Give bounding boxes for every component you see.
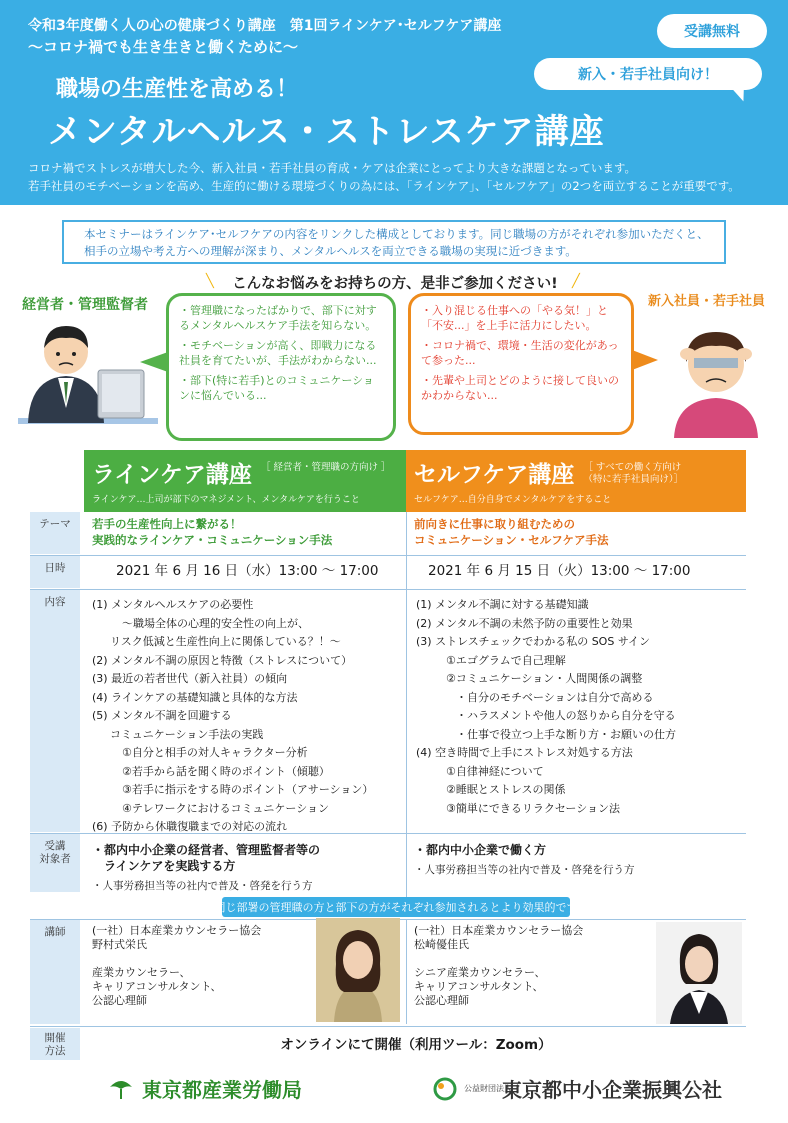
content-item: (1) メンタルヘルスケアの必要性 [92,598,254,611]
linecare-description: ラインケア…上司が部下のマネジメント、メンタルケアを行うこと [92,495,360,505]
content-item: ③簡単にできるリラクセーション法 [446,801,620,815]
newhire-worry-1: ・入り混じる仕事への「やる気！」と「不安...」を上手に活力にしたい。 [421,304,608,332]
linecare-audience [92,842,404,894]
content-item: ①自律神経について [446,764,544,778]
selfcare-theme-line-1: 前向きに仕事に取り組むための [414,517,575,531]
bubble-tail-left [140,352,168,372]
worried-manager-illustration [18,308,158,438]
linecare-audience-main-1: ・都内中小企業の経営者、管理監督者等の [92,843,321,857]
content-item: ①自分と相手の対人キャラクター分析 [122,746,308,759]
tokyo-labor-bureau-name: 東京都産業労働局 [142,1078,302,1102]
row-label-audience [30,834,80,892]
content-item: ②若手から話を聞く時のポイント（傾聴） [122,764,330,778]
selfcare-audience-tag [583,462,683,486]
sme-center-corp-type: 公益財団法人 [464,1084,512,1093]
content-item: (2) メンタル不調の原因と特徴（ストレスについて） [92,653,353,667]
selfcare-audience-sub: ・人事労務担当等の社内で普及・啓発を行う方 [414,864,635,876]
newhire-worry-3: ・先輩や上司とどのように接して良いのかわからない... [421,374,619,402]
newhire-role-label: 新入社員・若手社員 [648,294,766,309]
content-item: ②コミュニケーション・人間関係の調整 [446,672,643,685]
selfcare-instructor-name: 松崎優佳氏 [414,938,469,951]
linecare-course-header [84,450,406,512]
content-item: (3) ストレスチェックでわかる私の SOS サイン [416,635,651,648]
manager-role-label: 経営者・管理監督者 [22,297,148,313]
content-item: (5) メンタル不調を回避する [92,709,232,722]
effect-banner: 同じ部署の管理職の方と部下の方がそれぞれ参加されるとより効果的です [222,897,570,917]
accent-mark-right: ╱ [572,274,580,289]
row-divider [30,1026,746,1027]
sme-center-name: 東京都中小企業振興公社 [502,1078,722,1102]
column-divider [406,512,407,917]
event-tagline: 〜コロナ禍でも生き生きと働くために〜 [28,38,299,56]
linecare-audience-main-2: ラインケアを実践する方 [92,859,236,873]
content-item: (6) 予防から休職復職までの対応の流れ [92,820,288,833]
ginkgo-icon [108,1077,134,1101]
content-item: (1) メンタル不調に対する基礎知識 [416,598,589,611]
seminar-note [62,220,726,264]
content-item: (3) 最近の若者世代（新入社員）の傾向 [92,672,288,685]
header-banner [0,0,788,205]
manager-worry-3: ・部下(特に若手)とのコミュニケーションに悩んでいる... [179,374,374,402]
selfcare-contents [416,596,746,818]
seminar-note-line-1: 本セミナーはラインケア･セルフケアの内容をリンクした構成としております。同じ職場の方がそれぞれ参加いただくと、 [84,227,709,241]
intro-text-1: コロナ禍でストレスが増大した今、新入社員・若手社員の育成・ケアは企業にとってより大きな課題となっています。 [28,161,636,175]
content-item: コミュニケーション手法の実践 [110,727,264,741]
content-item: ②睡眠とストレスの関係 [446,783,566,796]
page-title: メンタルヘルス・ストレスケア講座 [48,112,605,152]
selfcare-instructor-photo [656,922,742,1024]
selfcare-instructor [414,924,583,1008]
page-subtitle: 職場の生産性を高める！ [56,77,299,102]
selfcare-audience [414,842,744,878]
content-item: 〜職場全体の心理的安全性の向上が、 [122,616,309,630]
selfcare-instructor-title-1: シニア産業カウンセラー、 [414,966,546,979]
linecare-audience-sub: ・人事労務担当等の社内で普及・啓発を行う方 [92,880,313,892]
linecare-instructor-photo [316,918,400,1022]
row-label-instructor: 講師 [30,920,80,1024]
intro-text-2: 若手社員のモチベーションを高め、生産的に働ける環境づくりの為には、「ラインケア」、「セルフケア」の2つを両立することが重要です。 [28,179,740,193]
manager-worry-1: ・管理職になったばかりで、部下に対するメンタルヘルスケア手法を知らない。 [179,304,377,332]
selfcare-tag-line-2: （特に若手社員向け）］ [583,474,684,485]
linecare-instructor [92,924,261,1008]
selfcare-theme-line-2: コミュニケーション・セルフケア手法 [414,533,609,547]
seminar-note-line-2: 相手の立場や考え方への理解が深まり、メンタルヘルスを両立できる職場の実現に近づきます。 [84,244,577,258]
row-label-format-2: 方法 [44,1045,66,1057]
event-format: オンラインにて開催（利用ツール：Zoom） [280,1037,552,1053]
content-item: ・仕事で役立つ上手な断り方・お願いの仕方 [456,727,676,741]
selfcare-description: セルフケア…自分自身でメンタルケアをすること [414,495,612,505]
linecare-instructor-org: (一社）日本産業カウンセラー協会 [92,924,262,937]
linecare-theme-line-1: 若手の生産性向上に繋がる！ [92,517,242,531]
selfcare-tag-line-1: ［ すべての働く方向け [583,462,682,473]
free-badge: 受講無料 [657,14,767,48]
linecare-contents [92,596,404,837]
content-item: (4) 空き時間で上手にストレス対処する方法 [416,746,633,759]
tokyo-sme-support-center-logo [432,1074,722,1103]
row-divider [30,555,746,556]
row-divider [30,589,746,590]
manager-worry-2: ・モチベーションが高く、即戦力になる社員を育てたいが、手法がわからない... [179,339,377,367]
row-label-format-1: 開催 [44,1032,66,1044]
linecare-title: ラインケア講座 [92,462,252,488]
newhire-worries-bubble [408,293,634,435]
selfcare-audience-main: ・都内中小企業で働く方 [414,843,547,857]
content-item: (4) ラインケアの基礎知識と具体的な方法 [92,690,298,704]
selfcare-date: 2021 年 6 月 15 日（火）13:00 〜 17:00 [428,563,691,579]
linecare-date: 2021 年 6 月 16 日（水）13:00 〜 17:00 [116,563,379,579]
linecare-audience-tag: ［ 経営者・管理職の方向け ］ [260,462,391,473]
accent-mark-left: ╲ [206,274,214,289]
content-item: ③若手に指示をする時のポイント（アサーション） [122,783,374,796]
selfcare-instructor-org: (一社）日本産業カウンセラー協会 [414,924,584,937]
linecare-instructor-title-1: 産業カウンセラー、 [92,966,191,979]
selfcare-course-header [406,450,746,512]
selfcare-title: セルフケア講座 [414,462,575,488]
row-label-audience-2: 対象者 [39,853,71,865]
row-label-date: 日時 [30,556,80,588]
content-item: ・ハラスメントや他人の怒りから自分を守る [456,709,676,722]
linecare-instructor-name: 野村式栄氏 [92,938,147,951]
content-item: リスク低減と生産性向上に関係している？！〜 [110,635,341,648]
target-badge: 新入・若手社員向け！ [534,58,762,90]
manager-worries-bubble [166,293,396,441]
row-label-content: 内容 [30,590,80,832]
worries-prompt: こんなお悩みをお持ちの方、是非ご参加ください! [232,276,558,292]
event-series-title: 令和3年度働く人の心の健康づくり講座 第1回ラインケア･セルフケア講座 [28,18,502,34]
content-item: ①エゴグラムで自己理解 [446,653,566,667]
row-label-format [30,1028,80,1060]
linecare-theme-line-2: 実践的なラインケア・コミュニケーション手法 [92,533,333,547]
tokyo-labor-bureau-logo [108,1074,302,1103]
stressed-employee-illustration [660,308,772,438]
row-label-theme: テーマ [30,512,80,554]
linecare-instructor-title-3: 公認心理師 [92,994,147,1007]
content-item: ④テレワークにおけるコミュニケーション [122,801,329,815]
content-item: (2) メンタル不調の未然予防の重要性と効果 [416,616,633,630]
content-item: ・自分のモチベーションは自分で高める [456,690,654,704]
row-label-audience-1: 受講 [44,840,66,852]
newhire-worry-2: ・コロナ禍で、環境・生活の変化があって参った... [421,339,619,367]
bubble-tail-right [632,350,658,370]
column-divider [406,920,407,1024]
linecare-instructor-title-2: キャリアコンサルタント、 [92,980,222,993]
linecare-theme [92,516,332,548]
sme-center-emblem-icon [432,1077,458,1101]
selfcare-instructor-title-3: 公認心理師 [414,994,469,1007]
selfcare-instructor-title-2: キャリアコンサルタント、 [414,980,544,993]
selfcare-theme [414,516,608,548]
